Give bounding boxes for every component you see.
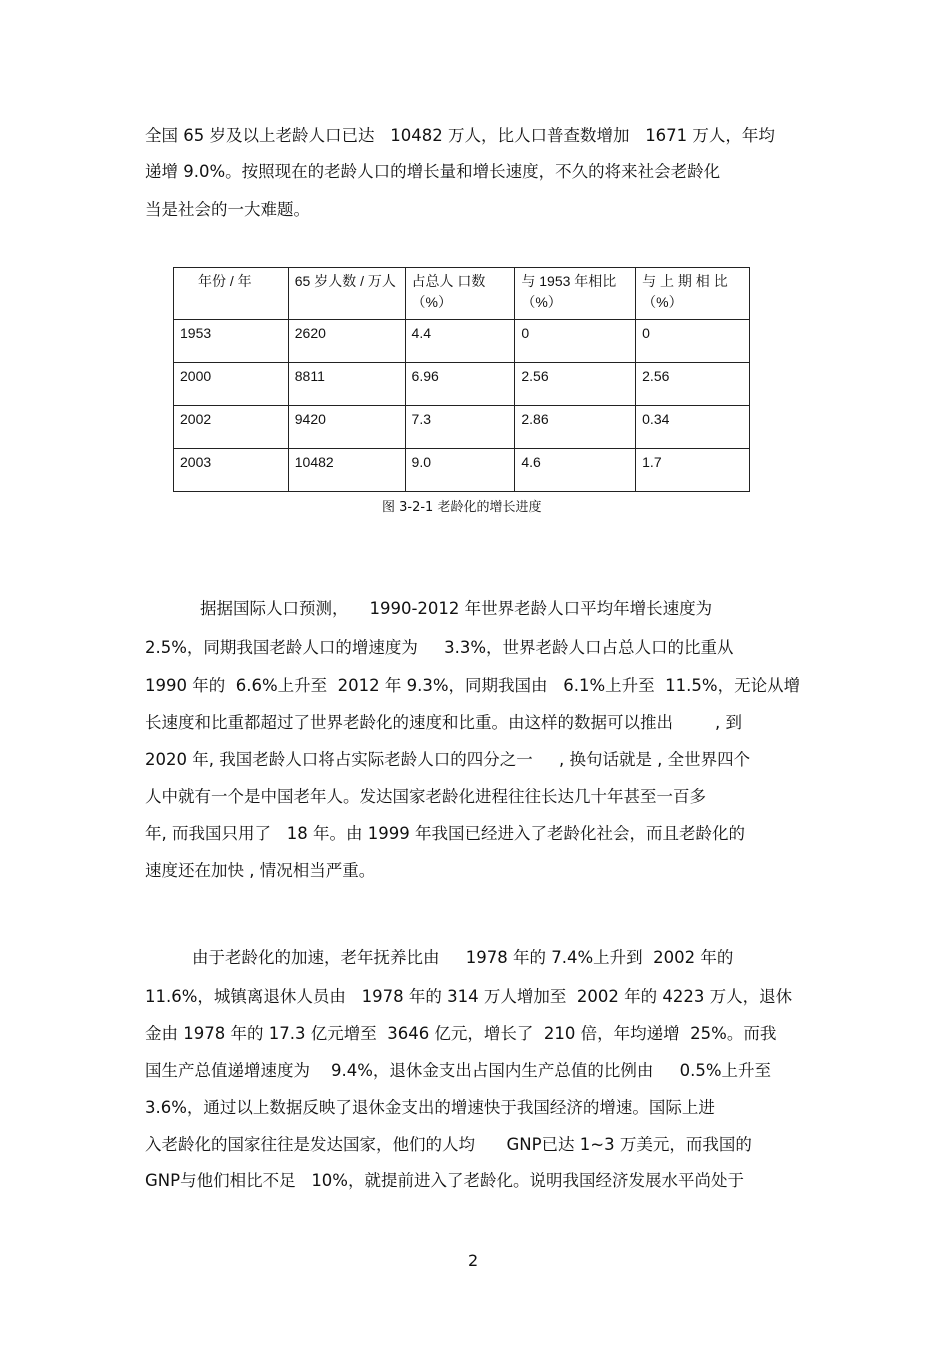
para3-line-3: 金由 1978 年的 17.3 亿元增至 3646 亿元，增长了 210 倍，年均递增 25%。而我 bbox=[145, 1024, 777, 1043]
table-cell: 4.4 bbox=[405, 320, 515, 363]
intro-line-2: 递增 9.0%。按照现在的老龄人口的增长量和增长速度，不久的将来社会老龄化 bbox=[145, 162, 721, 181]
table-cell: 2.56 bbox=[636, 363, 750, 406]
para3-line-1: 由于老龄化的加速，老年抚养比由 1978 年的 7.4%上升到 2002 年的 bbox=[192, 948, 734, 967]
para2-line-8: 速度还在加快 , 情况相当严重。 bbox=[145, 861, 376, 880]
table-cell: 8811 bbox=[288, 363, 405, 406]
table-cell: 0.34 bbox=[636, 406, 750, 449]
table-cell: 2003 bbox=[174, 449, 289, 492]
table-cell: 9420 bbox=[288, 406, 405, 449]
table-cell: 7.3 bbox=[405, 406, 515, 449]
table-cell: 9.0 bbox=[405, 449, 515, 492]
table-cell: 0 bbox=[636, 320, 750, 363]
aging-growth-table bbox=[173, 267, 750, 492]
table-cell: 2620 bbox=[288, 320, 405, 363]
table-header-cell: 与 1953 年相比（%） bbox=[515, 268, 636, 320]
para2-line-3: 1990 年的 6.6%上升至 2012 年 9.3%，同期我国由 6.1%上升至 11.5%，无论从增 bbox=[145, 676, 801, 695]
para3-line-4: 国生产总值递增速度为 9.4%，退休金支出占国内生产总值的比例由 0.5%上升至 bbox=[145, 1061, 772, 1080]
para3-line-7: GNP与他们相比不足 10%，就提前进入了老龄化。说明我国经济发展水平尚处于 bbox=[145, 1171, 744, 1190]
para3-line-6: 入老龄化的国家往往是发达国家，他们的人均 GNP已达 1~3 万美元，而我国的 bbox=[145, 1135, 752, 1154]
para2-line-2: 2.5%，同期我国老龄人口的增速度为 3.3%，世界老龄人口占总人口的比重从 bbox=[145, 638, 734, 657]
para2-line-1: 据据国际人口预测， 1990-2012 年世界老龄人口平均年增长速度为 bbox=[200, 599, 713, 618]
intro-line-1: 全国 65 岁及以上老龄人口已达 10482 万人，比人口普查数增加 1671 万人，年均 bbox=[145, 126, 775, 145]
table-cell: 2.86 bbox=[515, 406, 636, 449]
intro-line-3: 当是社会的一大难题。 bbox=[145, 200, 310, 219]
table-header-cell: 65 岁人数 / 万人 bbox=[288, 268, 405, 320]
table-cell: 6.96 bbox=[405, 363, 515, 406]
table-cell: 1.7 bbox=[636, 449, 750, 492]
para2-line-4: 长速度和比重都超过了世界老龄化的速度和比重。由这样的数据可以推出 , 到 bbox=[145, 713, 742, 732]
para2-line-7: 年, 而我国只用了 18 年。由 1999 年我国已经进入了老龄化社会，而且老龄化的 bbox=[145, 824, 745, 843]
table-cell: 4.6 bbox=[515, 449, 636, 492]
table-header-cell: 与 上 期 相 比（%） bbox=[636, 268, 750, 320]
para3-line-2: 11.6%，城镇离退休人员由 1978 年的 314 万人增加至 2002 年的 4223 万人，退休 bbox=[145, 987, 793, 1006]
para3-line-5: 3.6%，通过以上数据反映了退休金支出的增速快于我国经济的增速。国际上进 bbox=[145, 1098, 715, 1117]
table-cell: 2.56 bbox=[515, 363, 636, 406]
table-header-cell: 占总人 口数（%） bbox=[405, 268, 515, 320]
table-row bbox=[174, 320, 750, 363]
table-row bbox=[174, 406, 750, 449]
para2-line-5: 2020 年, 我国老龄人口将占实际老龄人口的四分之一 , 换句话就是 , 全世界四个 bbox=[145, 750, 751, 769]
table-cell: 2000 bbox=[174, 363, 289, 406]
table-row bbox=[174, 363, 750, 406]
table-caption: 图 3-2-1 老龄化的增长进度 bbox=[382, 500, 542, 515]
page-number: 2 bbox=[468, 1251, 479, 1270]
table-header-cell: 年份 / 年 bbox=[174, 268, 289, 320]
table-cell: 0 bbox=[515, 320, 636, 363]
table-cell: 10482 bbox=[288, 449, 405, 492]
para2-line-6: 人中就有一个是中国老年人。发达国家老龄化进程往往长达几十年甚至一百多 bbox=[145, 787, 706, 806]
table-cell: 1953 bbox=[174, 320, 289, 363]
table-cell: 2002 bbox=[174, 406, 289, 449]
table-row bbox=[174, 449, 750, 492]
table-header-row bbox=[174, 268, 750, 320]
